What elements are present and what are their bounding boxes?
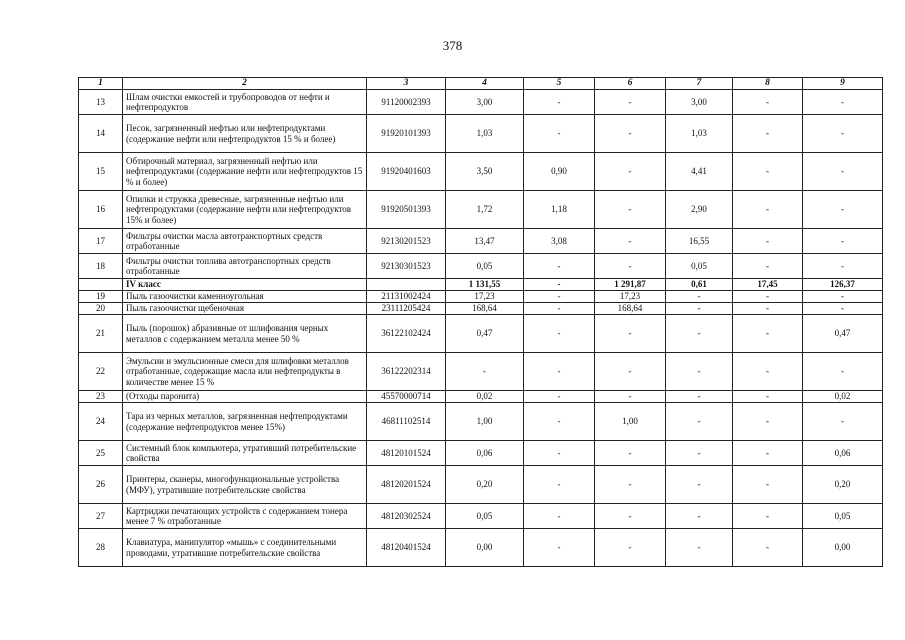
table-row — [79, 115, 883, 153]
value-col-9: 0,05 — [803, 504, 883, 529]
row-number: 24 — [79, 403, 123, 441]
value-col-5: - — [524, 466, 595, 504]
fkko-code: 45570000714 — [367, 391, 446, 403]
table-row — [79, 353, 883, 391]
column-header: 8 — [733, 78, 803, 90]
waste-name: (Отходы паронита) — [123, 391, 367, 403]
fkko-code: 92130301523 — [367, 254, 446, 279]
value-col-6: - — [595, 504, 666, 529]
value-col-7: - — [666, 353, 733, 391]
value-col-5: - — [524, 90, 595, 115]
page-number: 378 — [442, 38, 463, 53]
value-col-5: - — [524, 279, 595, 291]
value-col-6: - — [595, 391, 666, 403]
waste-name: Фильтры очистки масла автотранспортных средств отработанные — [123, 229, 367, 254]
table-body — [79, 90, 883, 567]
value-col-6: - — [595, 441, 666, 466]
value-col-7: 0,61 — [666, 279, 733, 291]
waste-name: Фильтры очистки топлива автотранспортных средств отработанные — [123, 254, 367, 279]
row-number: 16 — [79, 191, 123, 229]
value-col-4: 13,47 — [446, 229, 524, 254]
value-col-4: 17,23 — [446, 291, 524, 303]
value-col-7: - — [666, 315, 733, 353]
value-col-6: - — [595, 315, 666, 353]
value-col-8: - — [733, 229, 803, 254]
fkko-code: 92130201523 — [367, 229, 446, 254]
fkko-code: 21131002424 — [367, 291, 446, 303]
value-col-9: - — [803, 403, 883, 441]
table-row — [79, 153, 883, 191]
value-col-4: 0,47 — [446, 315, 524, 353]
waste-name: Пыль газоочистки щебеночная — [123, 303, 367, 315]
table-row — [79, 315, 883, 353]
waste-name: Тара из черных металлов, загрязненная нефтепродуктами (содержание нефтепродуктов менее 15%) — [123, 403, 367, 441]
table-row — [79, 504, 883, 529]
table-row — [79, 466, 883, 504]
value-col-6: - — [595, 90, 666, 115]
value-col-8: - — [733, 254, 803, 279]
fkko-code: 46811102514 — [367, 403, 446, 441]
value-col-6: 17,23 — [595, 291, 666, 303]
table-row — [79, 303, 883, 315]
waste-name: IV класс — [123, 279, 367, 291]
value-col-9: - — [803, 291, 883, 303]
fkko-code — [367, 279, 446, 291]
value-col-5: - — [524, 529, 595, 567]
value-col-7: - — [666, 291, 733, 303]
value-col-7: - — [666, 441, 733, 466]
waste-name: Эмульсии и эмульсионные смеси для шлифовки металлов отработанные, содержащие масла или нефтепродукты в количестве менее 15 % — [123, 353, 367, 391]
value-col-7: 2,90 — [666, 191, 733, 229]
value-col-5: - — [524, 303, 595, 315]
value-col-5: 0,90 — [524, 153, 595, 191]
table-row — [79, 403, 883, 441]
value-col-6: 1 291,87 — [595, 279, 666, 291]
table-row — [79, 191, 883, 229]
table-row — [79, 254, 883, 279]
value-col-8: - — [733, 391, 803, 403]
value-col-4: 0,06 — [446, 441, 524, 466]
column-header: 3 — [367, 78, 446, 90]
value-col-5: - — [524, 353, 595, 391]
row-number: 18 — [79, 254, 123, 279]
value-col-9: 0,06 — [803, 441, 883, 466]
row-number — [79, 279, 123, 291]
value-col-9: 0,00 — [803, 529, 883, 567]
value-col-7: - — [666, 403, 733, 441]
waste-name: Шлам очистки емкостей и трубопроводов от нефти и нефтепродуктов — [123, 90, 367, 115]
value-col-7: 3,00 — [666, 90, 733, 115]
value-col-4: 1,72 — [446, 191, 524, 229]
value-col-4: 0,00 — [446, 529, 524, 567]
value-col-5: - — [524, 391, 595, 403]
fkko-code: 91120002393 — [367, 90, 446, 115]
fkko-code: 91920501393 — [367, 191, 446, 229]
value-col-4: 1 131,55 — [446, 279, 524, 291]
value-col-6: - — [595, 353, 666, 391]
fkko-code: 48120401524 — [367, 529, 446, 567]
column-header: 2 — [123, 78, 367, 90]
value-col-5: - — [524, 254, 595, 279]
value-col-7: 0,05 — [666, 254, 733, 279]
value-col-8: - — [733, 315, 803, 353]
value-col-8: 17,45 — [733, 279, 803, 291]
value-col-8: - — [733, 291, 803, 303]
value-col-5: - — [524, 504, 595, 529]
table-row — [79, 391, 883, 403]
waste-name: Пыль (порошок) абразивные от шлифования черных металлов с содержанием металла менее 50 % — [123, 315, 367, 353]
value-col-9: 0,20 — [803, 466, 883, 504]
value-col-8: - — [733, 303, 803, 315]
fkko-code: 36122202314 — [367, 353, 446, 391]
value-col-5: - — [524, 115, 595, 153]
value-col-7: - — [666, 391, 733, 403]
value-col-8: - — [733, 90, 803, 115]
row-number: 21 — [79, 315, 123, 353]
fkko-code: 48120201524 — [367, 466, 446, 504]
value-col-4: 0,05 — [446, 504, 524, 529]
value-col-8: - — [733, 153, 803, 191]
row-number: 27 — [79, 504, 123, 529]
row-number: 13 — [79, 90, 123, 115]
row-number: 28 — [79, 529, 123, 567]
column-header: 1 — [79, 78, 123, 90]
fkko-code: 23111205424 — [367, 303, 446, 315]
value-col-7: 1,03 — [666, 115, 733, 153]
waste-name: Принтеры, сканеры, многофункциональные устройства (МФУ), утратившие потребительские свойства — [123, 466, 367, 504]
value-col-9: - — [803, 303, 883, 315]
value-col-6: - — [595, 529, 666, 567]
value-col-4: 3,00 — [446, 90, 524, 115]
value-col-9: - — [803, 90, 883, 115]
class-subtotal-row — [79, 279, 883, 291]
value-col-4: 1,03 — [446, 115, 524, 153]
value-col-4: 3,50 — [446, 153, 524, 191]
row-number: 23 — [79, 391, 123, 403]
column-header: 5 — [524, 78, 595, 90]
value-col-9: 126,37 — [803, 279, 883, 291]
value-col-6: 1,00 — [595, 403, 666, 441]
waste-name: Системный блок компьютера, утративший потребительские свойства — [123, 441, 367, 466]
value-col-6: - — [595, 191, 666, 229]
column-header: 4 — [446, 78, 524, 90]
row-number: 14 — [79, 115, 123, 153]
value-col-5: - — [524, 291, 595, 303]
waste-name: Пыль газоочистки каменноугольная — [123, 291, 367, 303]
row-number: 15 — [79, 153, 123, 191]
waste-name: Песок, загрязненный нефтью или нефтепродуктами (содержание нефти или нефтепродуктов 15 % и более) — [123, 115, 367, 153]
value-col-8: - — [733, 504, 803, 529]
value-col-4: 1,00 — [446, 403, 524, 441]
fkko-code: 48120101524 — [367, 441, 446, 466]
row-number: 17 — [79, 229, 123, 254]
row-number: 19 — [79, 291, 123, 303]
value-col-4: 168,64 — [446, 303, 524, 315]
value-col-7: 4,41 — [666, 153, 733, 191]
value-col-8: - — [733, 353, 803, 391]
value-col-8: - — [733, 529, 803, 567]
value-col-9: - — [803, 191, 883, 229]
column-header: 9 — [803, 78, 883, 90]
table-row — [79, 229, 883, 254]
value-col-8: - — [733, 466, 803, 504]
fkko-code: 91920401603 — [367, 153, 446, 191]
value-col-9: - — [803, 254, 883, 279]
table-row — [79, 90, 883, 115]
value-col-6: - — [595, 115, 666, 153]
value-col-5: - — [524, 403, 595, 441]
row-number: 26 — [79, 466, 123, 504]
column-header: 6 — [595, 78, 666, 90]
value-col-6: - — [595, 153, 666, 191]
value-col-4: 0,20 — [446, 466, 524, 504]
waste-name: Опилки и стружка древесные, загрязненные нефтью или нефтепродуктами (содержание нефти или нефтепродуктов 15% и более) — [123, 191, 367, 229]
row-number: 25 — [79, 441, 123, 466]
value-col-6: - — [595, 466, 666, 504]
value-col-9: - — [803, 153, 883, 191]
value-col-8: - — [733, 115, 803, 153]
table-row — [79, 291, 883, 303]
value-col-4: 0,02 — [446, 391, 524, 403]
value-col-7: - — [666, 303, 733, 315]
value-col-7: 16,55 — [666, 229, 733, 254]
value-col-6: 168,64 — [595, 303, 666, 315]
table-header-row — [79, 78, 883, 90]
waste-name: Картриджи печатающих устройств с содержанием тонера менее 7 % отработанные — [123, 504, 367, 529]
fkko-code: 91920101393 — [367, 115, 446, 153]
value-col-7: - — [666, 529, 733, 567]
value-col-6: - — [595, 254, 666, 279]
value-col-9: - — [803, 115, 883, 153]
row-number: 22 — [79, 353, 123, 391]
value-col-5: - — [524, 315, 595, 353]
value-col-6: - — [595, 229, 666, 254]
value-col-7: - — [666, 466, 733, 504]
table-row — [79, 441, 883, 466]
value-col-9: 0,47 — [803, 315, 883, 353]
fkko-code: 48120302524 — [367, 504, 446, 529]
value-col-9: - — [803, 353, 883, 391]
row-number: 20 — [79, 303, 123, 315]
value-col-9: 0,02 — [803, 391, 883, 403]
value-col-4: - — [446, 353, 524, 391]
table-row — [79, 529, 883, 567]
value-col-4: 0,05 — [446, 254, 524, 279]
value-col-5: 3,08 — [524, 229, 595, 254]
waste-table — [78, 77, 883, 567]
value-col-8: - — [733, 191, 803, 229]
value-col-8: - — [733, 403, 803, 441]
value-col-7: - — [666, 504, 733, 529]
value-col-8: - — [733, 441, 803, 466]
waste-name: Обтирочный материал, загрязненный нефтью или нефтепродуктами (содержание нефти или нефтепродуктов 15 % и более) — [123, 153, 367, 191]
value-col-5: 1,18 — [524, 191, 595, 229]
column-header: 7 — [666, 78, 733, 90]
fkko-code: 36122102424 — [367, 315, 446, 353]
value-col-9: - — [803, 229, 883, 254]
waste-name: Клавиатура, манипулятор «мышь» с соединительными проводами, утратившие потребительские свойства — [123, 529, 367, 567]
value-col-5: - — [524, 441, 595, 466]
